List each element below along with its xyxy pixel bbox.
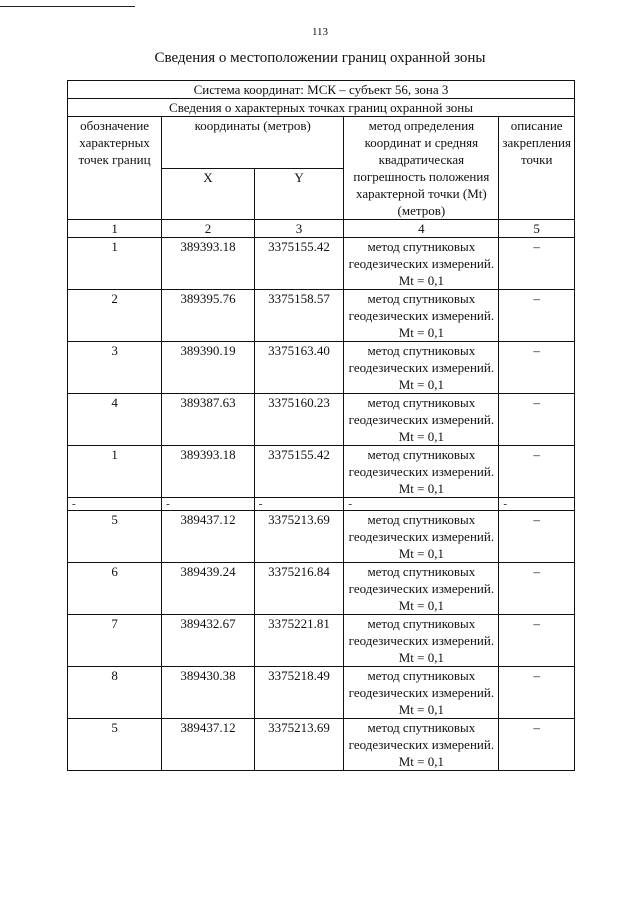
y-coordinate-cell: 3375213.69 xyxy=(254,511,344,563)
x-coordinate-cell: 389390.19 xyxy=(162,342,255,394)
column-number: 1 xyxy=(68,220,162,238)
method-cell: метод спутниковых геодезических измерений. Mt = 0,1 xyxy=(344,342,499,394)
point-cell: 6 xyxy=(68,563,162,615)
method-header: метод определения координат и средняя квадратическая погрешность положения характерной точки (Mt) (метров) xyxy=(344,117,499,220)
point-cell: 5 xyxy=(68,511,162,563)
method-cell: метод спутниковых геодезических измерений. Mt = 0,1 xyxy=(344,511,499,563)
y-coordinate-cell: 3375163.40 xyxy=(254,342,344,394)
description-cell: – xyxy=(499,719,575,771)
y-coordinate-cell: 3375155.42 xyxy=(254,446,344,498)
description-cell: - xyxy=(499,498,575,511)
description-cell: – xyxy=(499,511,575,563)
x-coordinate-cell: 389437.12 xyxy=(162,719,255,771)
point-cell: 5 xyxy=(68,719,162,771)
y-coordinate-cell: 3375160.23 xyxy=(254,394,344,446)
point-cell: 3 xyxy=(68,342,162,394)
table-row xyxy=(68,719,575,771)
method-cell: метод спутниковых геодезических измерений. Mt = 0,1 xyxy=(344,290,499,342)
method-cell: метод спутниковых геодезических измерений. Mt = 0,1 xyxy=(344,563,499,615)
table-row xyxy=(68,511,575,563)
table-row xyxy=(68,446,575,498)
description-cell: – xyxy=(499,394,575,446)
point-cell: 4 xyxy=(68,394,162,446)
table-row xyxy=(68,342,575,394)
y-header: Y xyxy=(254,168,344,220)
description-cell: – xyxy=(499,563,575,615)
table-row xyxy=(68,238,575,290)
column-number: 5 xyxy=(499,220,575,238)
x-coordinate-cell: 389395.76 xyxy=(162,290,255,342)
x-coordinate-cell: 389439.24 xyxy=(162,563,255,615)
description-cell: – xyxy=(499,290,575,342)
x-header: X xyxy=(162,168,255,220)
table-row xyxy=(68,615,575,667)
point-cell: 2 xyxy=(68,290,162,342)
method-cell: - xyxy=(344,498,499,511)
top-rule xyxy=(0,6,135,7)
coord-system-header: Система координат: МСК – субъект 56, зона 3 xyxy=(68,81,575,99)
description-header: описание закрепления точки xyxy=(499,117,575,220)
boundary-points-table xyxy=(67,80,575,771)
description-cell: – xyxy=(499,615,575,667)
method-cell: метод спутниковых геодезических измерений. Mt = 0,1 xyxy=(344,615,499,667)
y-coordinate-cell: 3375213.69 xyxy=(254,719,344,771)
y-coordinate-cell: 3375216.84 xyxy=(254,563,344,615)
x-coordinate-cell: 389430.38 xyxy=(162,667,255,719)
x-coordinate-cell: 389393.18 xyxy=(162,238,255,290)
separator-row xyxy=(68,498,575,511)
page-number: 113 xyxy=(311,26,329,38)
column-number-row xyxy=(68,220,575,238)
x-coordinate-cell: 389387.63 xyxy=(162,394,255,446)
designation-header: обозначение характерных точек границ xyxy=(68,117,162,220)
y-coordinate-cell: - xyxy=(254,498,344,511)
coordinates-header: координаты (метров) xyxy=(162,117,344,169)
point-cell: - xyxy=(68,498,162,511)
point-cell: 7 xyxy=(68,615,162,667)
section-title-header: Сведения о характерных точках границ охранной зоны xyxy=(68,99,575,117)
column-number: 2 xyxy=(162,220,255,238)
method-cell: метод спутниковых геодезических измерений. Mt = 0,1 xyxy=(344,446,499,498)
method-cell: метод спутниковых геодезических измерений. Mt = 0,1 xyxy=(344,394,499,446)
description-cell: – xyxy=(499,342,575,394)
description-cell: – xyxy=(499,446,575,498)
description-cell: – xyxy=(499,238,575,290)
y-coordinate-cell: 3375218.49 xyxy=(254,667,344,719)
point-cell: 1 xyxy=(68,446,162,498)
column-number: 3 xyxy=(254,220,344,238)
description-cell: – xyxy=(499,667,575,719)
x-coordinate-cell: 389432.67 xyxy=(162,615,255,667)
document-title: Сведения о местоположении границ охранной зоны xyxy=(154,50,486,66)
point-cell: 1 xyxy=(68,238,162,290)
x-coordinate-cell: 389437.12 xyxy=(162,511,255,563)
table-row xyxy=(68,667,575,719)
point-cell: 8 xyxy=(68,667,162,719)
table-row xyxy=(68,394,575,446)
method-cell: метод спутниковых геодезических измерений. Mt = 0,1 xyxy=(344,667,499,719)
column-number: 4 xyxy=(344,220,499,238)
table-row xyxy=(68,290,575,342)
y-coordinate-cell: 3375155.42 xyxy=(254,238,344,290)
y-coordinate-cell: 3375221.81 xyxy=(254,615,344,667)
method-cell: метод спутниковых геодезических измерений. Mt = 0,1 xyxy=(344,719,499,771)
method-cell: метод спутниковых геодезических измерений. Mt = 0,1 xyxy=(344,238,499,290)
table-row xyxy=(68,563,575,615)
y-coordinate-cell: 3375158.57 xyxy=(254,290,344,342)
x-coordinate-cell: 389393.18 xyxy=(162,446,255,498)
x-coordinate-cell: - xyxy=(162,498,255,511)
